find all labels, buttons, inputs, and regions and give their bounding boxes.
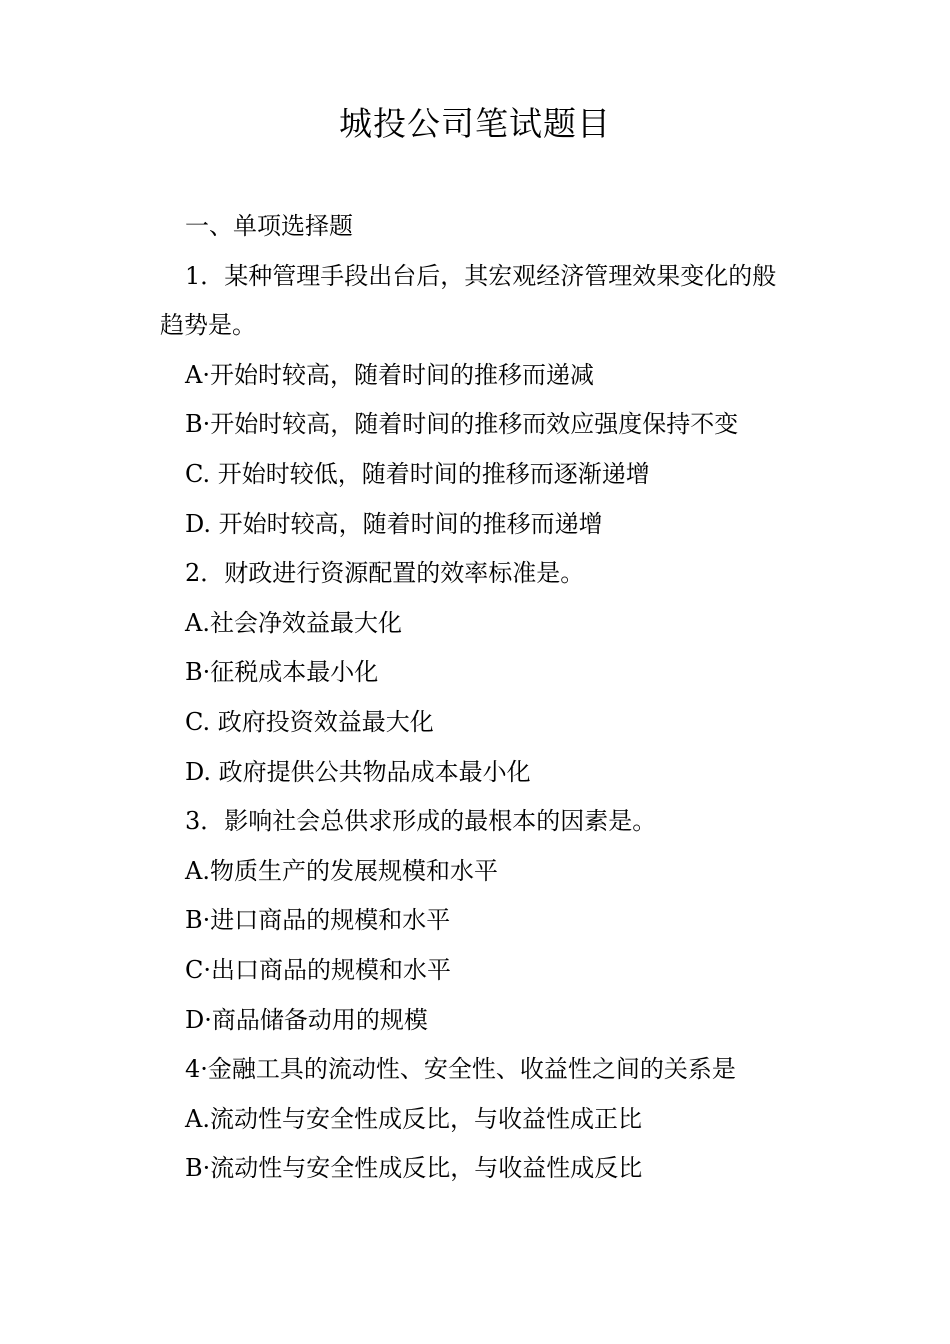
question-1-option-b: B·开始时较高，随着时间的推移而效应强度保持不变	[185, 410, 739, 439]
question-4-option-b: B·流动性与安全性成反比，与收益性成反比	[185, 1154, 643, 1183]
document-title: 城投公司笔试题目	[339, 104, 611, 143]
question-1-text-continued: 趋势是。	[160, 311, 256, 340]
question-1-option-d: D. 开始时较高，随着时间的推移而递增	[185, 509, 603, 538]
question-1-option-a: A·开始时较高，随着时间的推移而递减	[185, 360, 594, 389]
question-3-option-a: A.物质生产的发展规模和水平	[185, 856, 498, 885]
question-2-option-d: D. 政府提供公共物品成本最小化	[185, 757, 531, 786]
question-2-option-c: C. 政府投资效益最大化	[185, 707, 434, 736]
question-3-text: 3．影响社会总供求形成的最根本的因素是。	[185, 807, 657, 836]
question-4-option-a: A.流动性与安全性成反比，与收益性成正比	[185, 1104, 642, 1133]
section-heading: 一、单项选择题	[185, 212, 353, 240]
question-3-option-b: B·进口商品的规模和水平	[185, 906, 451, 935]
question-2-text: 2．财政进行资源配置的效率标准是。	[185, 559, 585, 588]
question-1-text: 1．某种管理手段出台后，其宏观经济管理效果变化的般	[185, 261, 777, 290]
question-1-option-c: C. 开始时较低，随着时间的推移而逐渐递增	[185, 459, 650, 488]
document-body	[160, 202, 840, 1194]
question-2-option-b: B·征税成本最小化	[185, 658, 379, 687]
question-3-option-d: D·商品储备动用的规模	[185, 1005, 428, 1034]
question-2-option-a: A.社会净效益最大化	[185, 608, 402, 637]
question-3-option-c: C·出口商品的规模和水平	[185, 955, 451, 984]
question-4-text: 4·金融工具的流动性、安全性、收益性之间的关系是	[185, 1055, 736, 1084]
